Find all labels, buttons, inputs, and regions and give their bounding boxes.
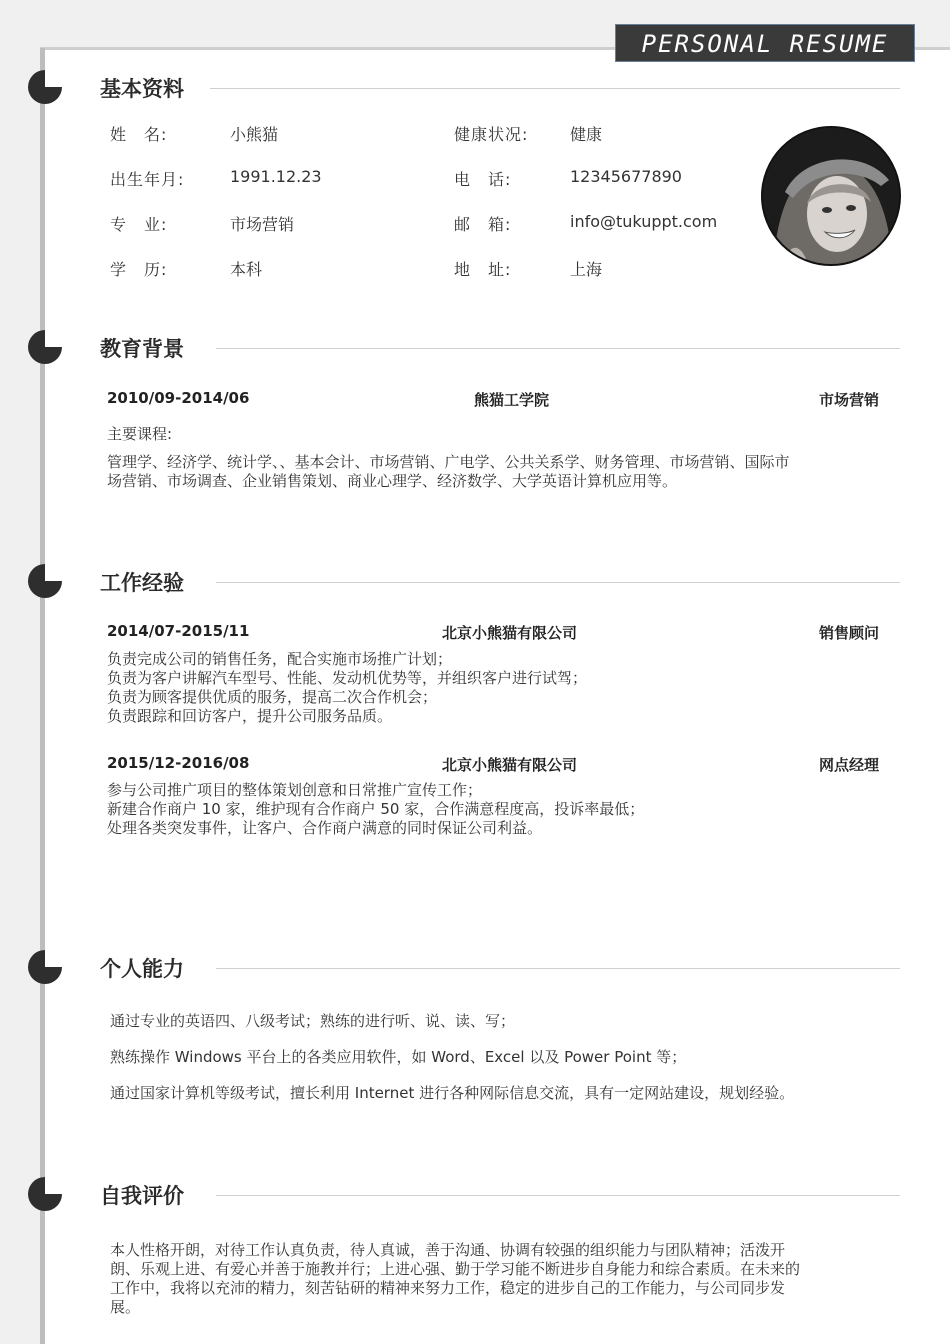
work-role: 销售顾问 bbox=[819, 624, 880, 642]
section-title-ability: 个人能力 bbox=[100, 957, 184, 981]
self-evaluation-text bbox=[110, 1241, 900, 1317]
education-period: 2010/09-2014/06 bbox=[107, 389, 250, 407]
duty-line: 负责完成公司的销售任务，配合实施市场推广计划； bbox=[107, 650, 453, 668]
duty-line: 负责为客户讲解汽车型号、性能、发动机优势等，并组织客户进行试驾； bbox=[107, 669, 588, 687]
duty-line: 处理各类突发事件，让客户、合作商户满意的同时保证公司利益。 bbox=[107, 819, 543, 837]
avatar-photo bbox=[761, 126, 901, 266]
personal-resume-badge: PERSONAL RESUME bbox=[615, 24, 915, 62]
section-divider bbox=[216, 348, 900, 349]
section-divider bbox=[216, 968, 900, 969]
work-role: 网点经理 bbox=[819, 756, 880, 774]
courses-label: 主要课程: bbox=[107, 425, 173, 443]
email-label: 邮 箱: bbox=[454, 215, 512, 234]
section-divider bbox=[210, 88, 900, 89]
section-marker-icon bbox=[28, 330, 62, 364]
portrait-icon bbox=[763, 128, 901, 266]
ability-item: 通过专业的英语四、八级考试；熟练的进行听、说、读、写； bbox=[110, 1012, 516, 1030]
major-label: 专 业: bbox=[110, 215, 168, 234]
courses-line: 场营销、市场调查、企业销售策划、商业心理学、经济数学、大学英语计算机应用等。 bbox=[107, 472, 678, 490]
left-band bbox=[0, 48, 44, 1344]
work-duties bbox=[107, 781, 897, 838]
duty-line: 新建合作商户 10 家，维护现有合作商户 50 家，合作满意程度高，投诉率最低； bbox=[107, 800, 645, 818]
address-label: 地 址: bbox=[454, 260, 512, 279]
section-divider bbox=[216, 582, 900, 583]
section-marker-icon bbox=[28, 564, 62, 598]
self-line: 工作中，我将以充沛的精力，刻苦钻研的精神来努力工作，稳定的进步自己的工作能力，与公司同步发 bbox=[110, 1279, 786, 1297]
work-period: 2014/07-2015/11 bbox=[107, 622, 250, 640]
section-title-basic: 基本资料 bbox=[100, 77, 184, 101]
duty-line: 负责为顾客提供优质的服务，提高二次合作机会； bbox=[107, 688, 438, 706]
duty-line: 负责跟踪和回访客户，提升公司服务品质。 bbox=[107, 707, 393, 725]
section-marker-icon bbox=[28, 950, 62, 984]
birth-value: 1991.12.23 bbox=[230, 167, 322, 186]
section-marker-icon bbox=[28, 1177, 62, 1211]
email-value: info@tukuppt.com bbox=[570, 212, 718, 231]
courses-text bbox=[107, 453, 897, 491]
section-title-work: 工作经验 bbox=[100, 571, 184, 595]
section-title-education: 教育背景 bbox=[100, 337, 184, 361]
work-company: 北京小熊猫有限公司 bbox=[442, 756, 578, 774]
major-value: 市场营销 bbox=[230, 215, 295, 234]
degree-label: 学 历: bbox=[110, 260, 168, 279]
duty-line: 参与公司推广项目的整体策划创意和日常推广宣传工作； bbox=[107, 781, 483, 799]
name-label: 姓 名: bbox=[110, 125, 168, 144]
section-title-self: 自我评价 bbox=[100, 1184, 184, 1208]
self-line: 展。 bbox=[110, 1298, 141, 1316]
courses-line: 管理学、经济学、统计学、、基本会计、市场营销、广电学、公共关系学、财务管理、市场营销、国际市 bbox=[107, 453, 790, 471]
ability-item: 熟练操作 Windows 平台上的各类应用软件，如 Word、Excel 以及 Power Point 等； bbox=[110, 1048, 687, 1066]
work-period: 2015/12-2016/08 bbox=[107, 754, 250, 772]
section-marker-icon bbox=[28, 70, 62, 104]
address-value: 上海 bbox=[570, 260, 603, 279]
phone-value: 12345677890 bbox=[570, 167, 682, 186]
self-line: 本人性格开朗，对待工作认真负责，待人真诚，善于沟通、协调有较强的组织能力与团队精神；活泼开 bbox=[110, 1241, 786, 1259]
education-major: 市场营销 bbox=[819, 391, 880, 409]
page-left-border bbox=[40, 48, 45, 1344]
health-label: 健康状况: bbox=[454, 125, 529, 144]
phone-label: 电 话: bbox=[454, 170, 512, 189]
birth-label: 出生年月: bbox=[110, 170, 185, 189]
work-company: 北京小熊猫有限公司 bbox=[442, 624, 578, 642]
section-divider bbox=[216, 1195, 900, 1196]
work-duties bbox=[107, 650, 897, 726]
name-value: 小熊猫 bbox=[230, 125, 279, 144]
self-line: 朗、乐观上进、有爱心并善于施教并行；上进心强、勤于学习能不断进步自身能力和综合素质。在未来的 bbox=[110, 1260, 801, 1278]
health-value: 健康 bbox=[570, 125, 603, 144]
ability-item: 通过国家计算机等级考试，擅长利用 Internet 进行各种网际信息交流，具有一定网站建设，规划经验。 bbox=[110, 1084, 795, 1102]
education-school: 熊猫工学院 bbox=[474, 391, 550, 409]
degree-value: 本科 bbox=[230, 260, 263, 279]
